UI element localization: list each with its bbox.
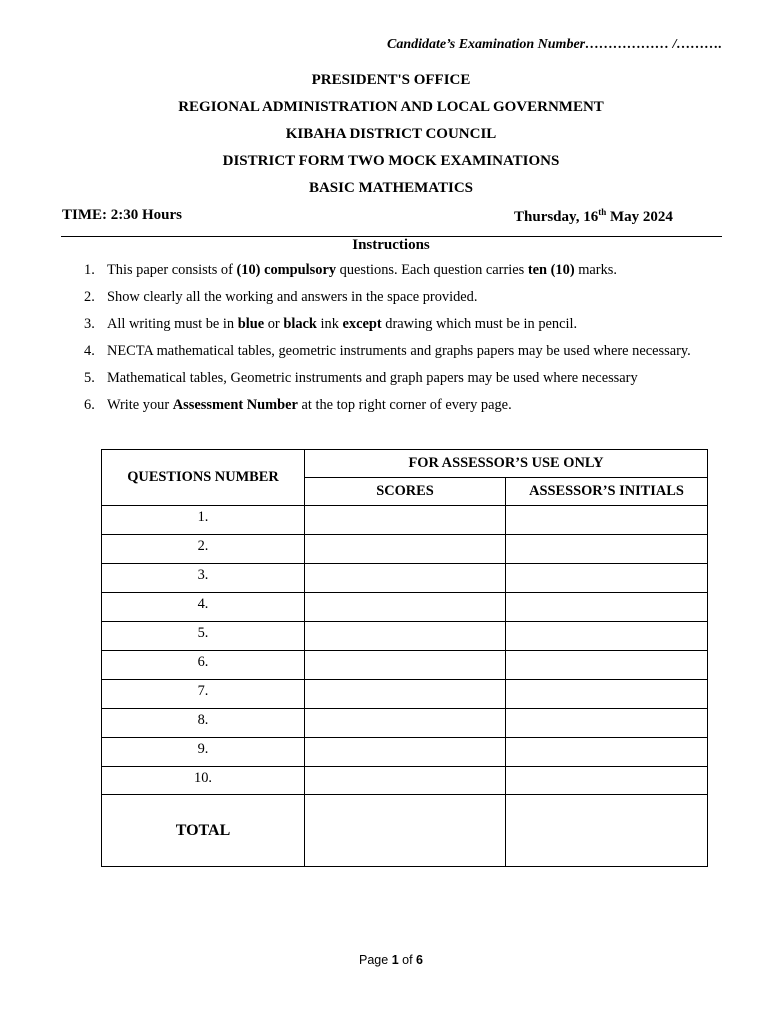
question-number-cell: 4. <box>102 593 305 622</box>
instruction-text: drawing which must be in pencil. <box>381 316 578 332</box>
table-row <box>102 622 708 651</box>
instruction-text: This paper consists of <box>107 262 237 278</box>
instruction-number: 3. <box>84 316 95 332</box>
questions-number-header: QUESTIONS NUMBER <box>102 450 305 506</box>
total-row <box>102 795 708 867</box>
table-row <box>102 506 708 535</box>
score-cell <box>305 593 506 622</box>
instruction-number: 2. <box>84 289 95 305</box>
header-district-council: KIBAHA DISTRICT COUNCIL <box>285 126 497 142</box>
instruction-number: 6. <box>84 397 95 413</box>
table-row <box>102 767 708 795</box>
instruction-number: 5. <box>84 370 95 386</box>
score-cell <box>305 535 506 564</box>
instruction-text: Write your <box>107 397 173 413</box>
total-score-cell <box>305 795 506 867</box>
score-cell <box>305 564 506 593</box>
instruction-text: except <box>342 316 382 332</box>
question-number-cell: 6. <box>102 651 305 680</box>
question-number-cell: 9. <box>102 738 305 767</box>
assessment-table <box>101 449 708 867</box>
table-row <box>102 709 708 738</box>
question-number-cell: 2. <box>102 535 305 564</box>
assessment-table-body <box>102 506 708 867</box>
scores-header: SCORES <box>305 478 506 506</box>
header-regional-administration: REGIONAL ADMINISTRATION AND LOCAL GOVERNMENT <box>178 99 604 115</box>
question-number-cell: 8. <box>102 709 305 738</box>
assessor-initials-cell <box>506 535 708 564</box>
instruction-text: blue <box>237 316 265 332</box>
score-cell <box>305 709 506 738</box>
page-number: Page 1 of 6 <box>359 953 423 967</box>
table-row <box>102 738 708 767</box>
total-initials-cell <box>506 795 708 867</box>
score-cell <box>305 622 506 651</box>
assessor-initials-cell <box>506 709 708 738</box>
assessor-initials-cell <box>506 564 708 593</box>
question-number-cell: 3. <box>102 564 305 593</box>
score-cell <box>305 506 506 535</box>
instruction-text: Show clearly all the working and answers in the space provided. <box>107 289 478 305</box>
header-subject: BASIC MATHEMATICS <box>308 180 474 196</box>
instruction-text: black <box>283 316 317 332</box>
table-row <box>102 593 708 622</box>
instruction-item <box>84 370 638 387</box>
instruction-text: Assessment Number <box>172 397 298 413</box>
assessor-initials-cell <box>506 506 708 535</box>
table-row <box>102 680 708 709</box>
assessor-initials-cell <box>506 651 708 680</box>
instruction-text: (10) compulsory <box>236 262 337 278</box>
assessors-initials-header: ASSESSOR’S INITIALS <box>506 478 708 506</box>
assessor-initials-cell <box>506 738 708 767</box>
question-number-cell: 10. <box>102 767 305 795</box>
score-cell <box>305 680 506 709</box>
instruction-text: or <box>264 316 284 332</box>
table-row <box>102 535 708 564</box>
instruction-item <box>84 289 477 306</box>
assessor-initials-cell <box>506 680 708 709</box>
candidate-examination-number: Candidate’s Examination Number……………… /………. <box>387 37 722 52</box>
instruction-text: Mathematical tables, Geometric instruments and graph papers may be used where necessary <box>107 370 638 386</box>
score-cell <box>305 738 506 767</box>
score-cell <box>305 767 506 795</box>
assessor-initials-cell <box>506 593 708 622</box>
exam-time: TIME: 2:30 Hours <box>62 207 182 223</box>
instruction-text: at the top right corner of every page. <box>297 397 512 413</box>
instruction-text: All writing must be in <box>107 316 238 332</box>
instruction-text: ink <box>316 316 343 332</box>
assessor-initials-cell <box>506 767 708 795</box>
instruction-item <box>84 316 577 333</box>
total-label: TOTAL <box>102 795 305 867</box>
instruction-item <box>84 343 691 360</box>
instruction-number: 4. <box>84 343 95 359</box>
table-row <box>102 564 708 593</box>
exam-date: Thursday, 16th May 2024 <box>514 207 673 225</box>
question-number-cell: 1. <box>102 506 305 535</box>
instruction-text: marks. <box>574 262 617 278</box>
table-row <box>102 651 708 680</box>
instruction-text: ten (10) <box>527 262 575 278</box>
question-number-cell: 7. <box>102 680 305 709</box>
instruction-item <box>84 397 512 414</box>
instruction-text: questions. Each question carries <box>336 262 528 278</box>
question-number-cell: 5. <box>102 622 305 651</box>
assessor-initials-cell <box>506 622 708 651</box>
instruction-text: NECTA mathematical tables, geometric instruments and graphs papers may be used where necessary. <box>107 343 691 359</box>
score-cell <box>305 651 506 680</box>
instruction-item <box>84 262 617 279</box>
header-exam-name: DISTRICT FORM TWO MOCK EXAMINATIONS <box>222 153 560 169</box>
assessors-use-header: FOR ASSESSOR’S USE ONLY <box>305 450 708 478</box>
header-presidents-office: PRESIDENT'S OFFICE <box>311 72 471 88</box>
instructions-title: Instructions <box>352 237 430 253</box>
instruction-number: 1. <box>84 262 95 278</box>
